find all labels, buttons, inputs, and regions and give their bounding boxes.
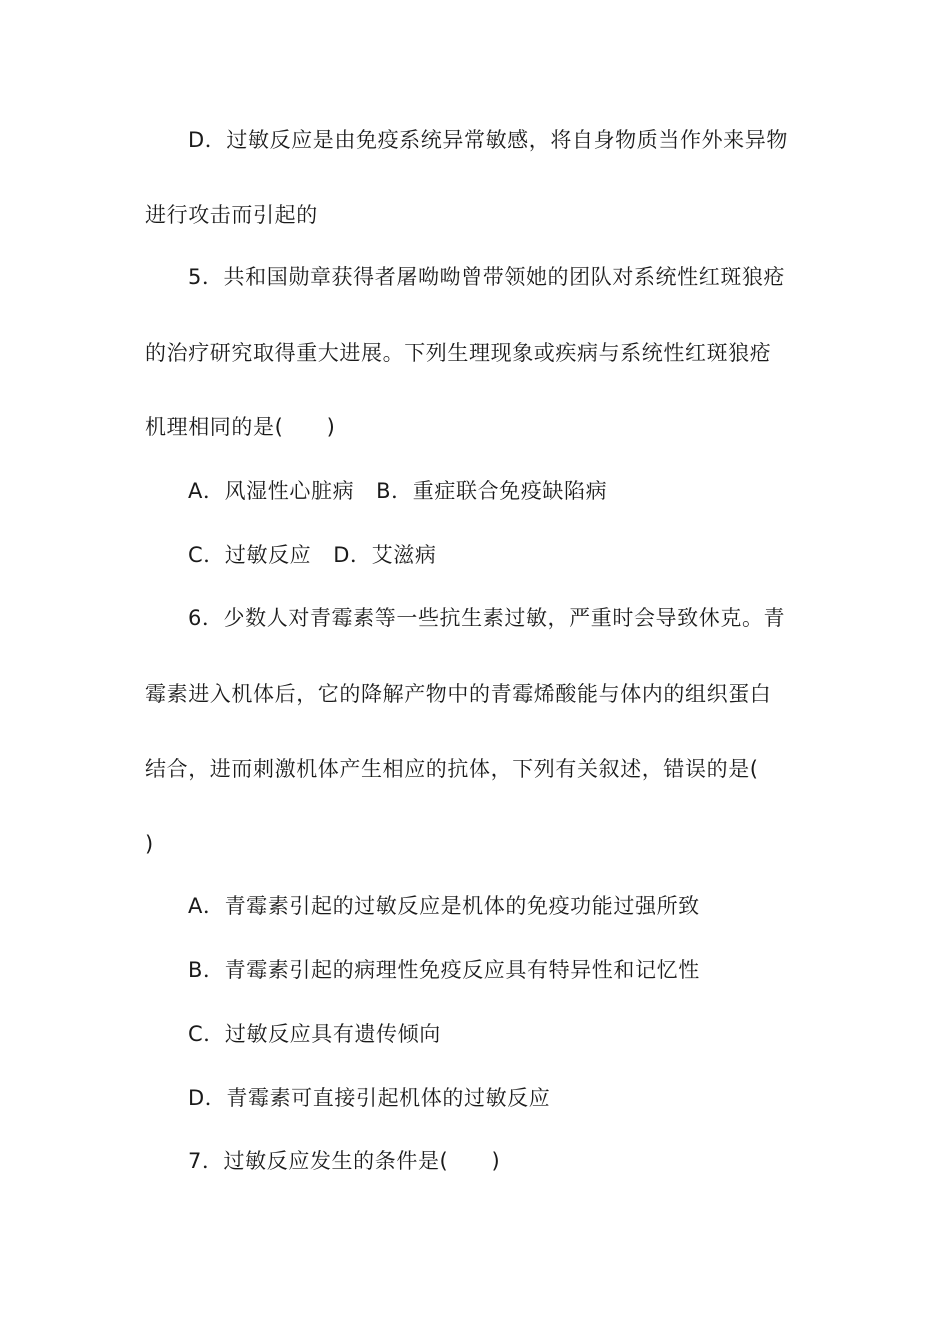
q5-option-a: A．风湿性心脏病	[188, 479, 355, 503]
q5-options-row-1	[188, 477, 607, 505]
q5-stem-line-2: 的治疗研究取得重大进展。下列生理现象或疾病与系统性红斑狼疮	[145, 341, 772, 365]
q6-option-a: A．青霉素引起的过敏反应是机体的免疫功能过强所致	[188, 894, 700, 918]
q6-stem-line-2: 霉素进入机体后，它的降解产物中的青霉烯酸能与体内的组织蛋白	[145, 682, 772, 706]
q4-option-d-line-1: D．过敏反应是由免疫系统异常敏感，将自身物质当作外来异物	[188, 128, 788, 152]
q6-option-c: C．过敏反应具有遗传倾向	[188, 1022, 441, 1046]
q6-option-d: D．青霉素可直接引起机体的过敏反应	[188, 1086, 551, 1110]
q6-stem-line-1: 6．少数人对青霉素等一些抗生素过敏，严重时会导致休克。青	[188, 606, 786, 630]
q5-options-row-2	[188, 541, 436, 569]
q6-option-b: B．青霉素引起的病理性免疫反应具有特异性和记忆性	[188, 958, 700, 982]
q5-stem-line-1: 5．共和国勋章获得者屠呦呦曾带领她的团队对系统性红斑狼疮	[188, 265, 786, 289]
q5-option-c: C．过敏反应	[188, 543, 312, 567]
q5-option-d: D．艾滋病	[333, 543, 437, 567]
q5-stem-line-3: 机理相同的是( )	[145, 415, 336, 439]
q4-option-d-line-2: 进行攻击而引起的	[145, 203, 318, 227]
q6-stem-line-4: )	[145, 832, 154, 856]
q7-stem-line-1: 7．过敏反应发生的条件是( )	[188, 1149, 501, 1173]
q6-stem-line-3: 结合，进而刺激机体产生相应的抗体，下列有关叙述，错误的是(	[145, 757, 759, 781]
q5-option-b: B．重症联合免疫缺陷病	[376, 479, 608, 503]
